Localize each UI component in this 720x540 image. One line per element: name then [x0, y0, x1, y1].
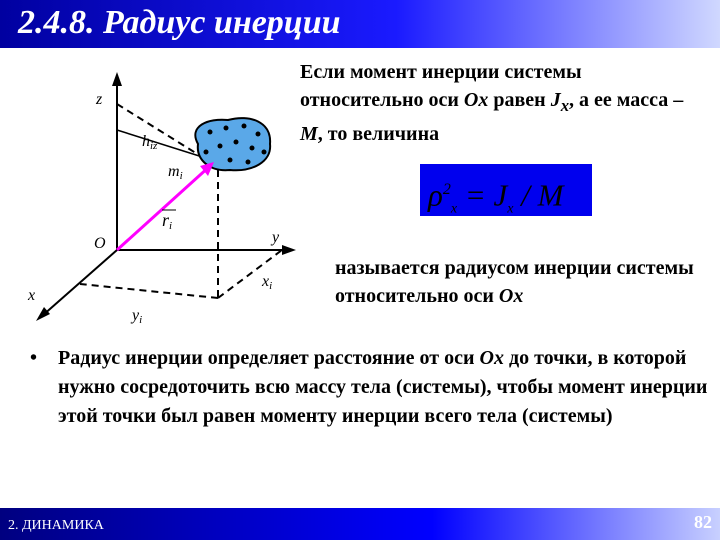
y-arrow — [282, 245, 296, 255]
dashed-top — [117, 104, 207, 160]
bullet-text: Радиус инерции определяет расстояние от оси Ox до точки, в которой нужно сосредоточить всю массу тела (системы), чтобы момент инерции этой точки был равен моменту инерции всего тела (системы) — [58, 347, 708, 427]
intro-text: Если момент инерции системы относительно оси Ox равен $J_x$, а ее масса – M, то величина — [300, 61, 684, 145]
body-blob — [195, 118, 270, 170]
x-arrow — [36, 307, 50, 321]
page-number: 82 — [694, 512, 712, 532]
y-label: y — [272, 229, 280, 246]
bullet-marker: • — [30, 347, 38, 369]
z-arrow — [112, 72, 122, 86]
dashed-to-x — [80, 284, 218, 298]
radius-vector — [117, 166, 210, 250]
hiz-label: hiz — [142, 133, 158, 152]
inertia-diagram — [0, 48, 320, 348]
ri-label: ri — [162, 210, 173, 232]
z-label: z — [96, 91, 103, 108]
xi-label: xi — [262, 273, 273, 292]
x-label: x — [28, 287, 36, 304]
definition-text: называется радиусом инерции системы относительно оси Ox — [335, 257, 694, 307]
yi-label: yi — [132, 307, 143, 326]
radius-formula: $\rho^2_x = J_x / M$ — [420, 164, 592, 216]
title-bar — [0, 0, 720, 48]
x-axis — [42, 250, 117, 316]
origin-label: O — [94, 235, 106, 252]
mi-label: mi — [168, 163, 183, 182]
dashed-to-y — [218, 250, 282, 298]
footer-bar — [0, 508, 720, 540]
section-name: 2. ДИНАМИКА — [8, 518, 104, 533]
slide-title: 2.4.8. Радиус инерции — [18, 4, 341, 41]
